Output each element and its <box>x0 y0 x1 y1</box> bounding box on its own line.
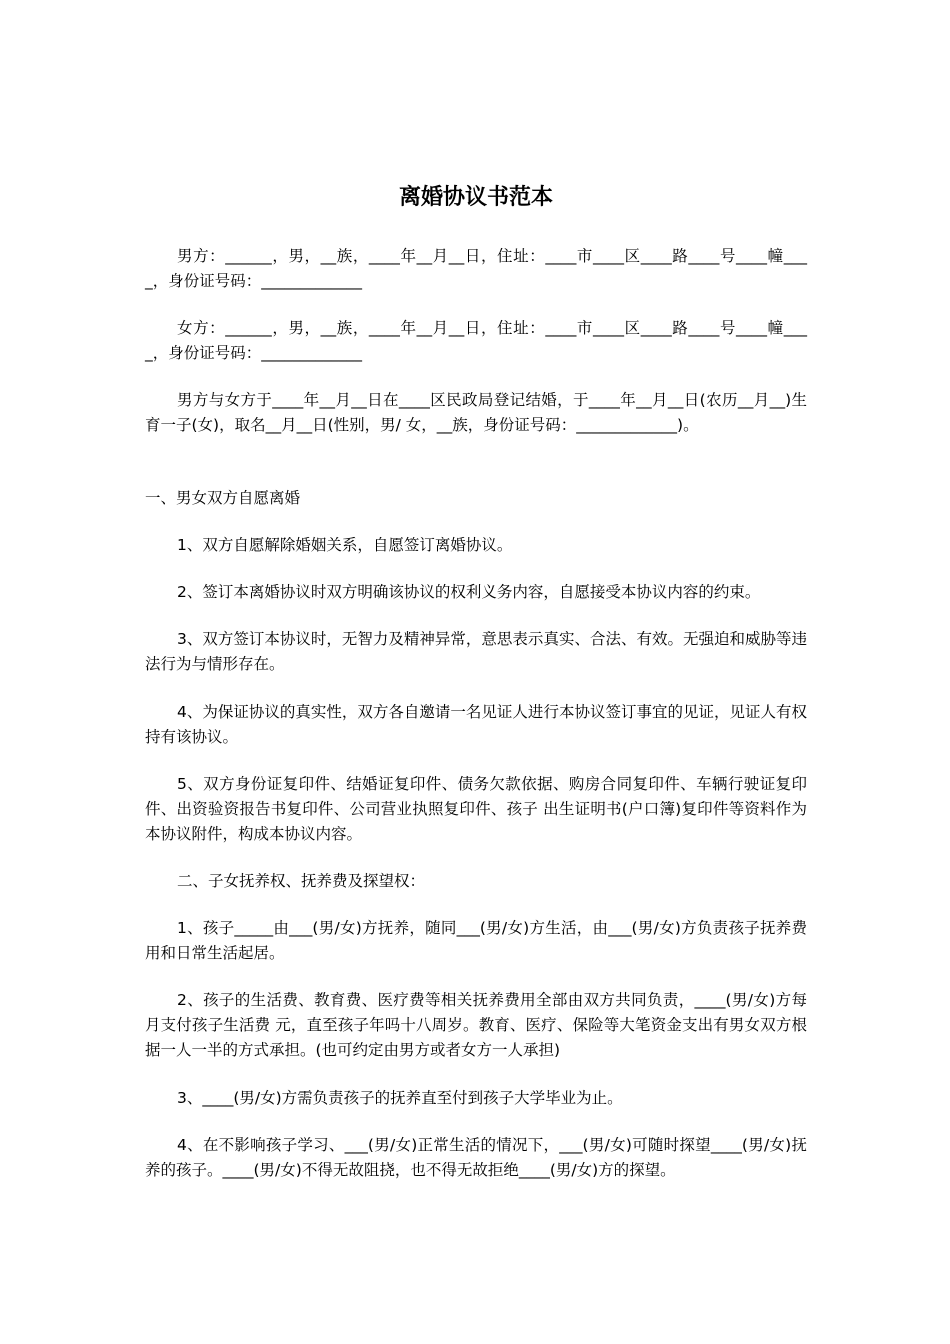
document-title: 离婚协议书范本 <box>398 185 553 210</box>
paragraph-wife-info: 女方：______，男，__族，____年__月__日，住址：____市____区____路____号____幢____，身份证号码：_____________ <box>145 319 807 362</box>
clause-2-4: 4、在不影响孩子学习、___(男/女)正常生活的情况下，___(男/女)可随时探望____(男/女)抚养的孩子。____(男/女)不得无故阻挠，也不得无故拒绝____(男/女)方的探望。 <box>145 1136 807 1179</box>
clause-2-1: 1、孩子_____由___(男/女)方抚养，随同___(男/女)方生活，由___(男/女)方负责孩子抚养费用和日常生活起居。 <box>145 919 807 962</box>
paragraph-husband-info: 男方：______，男，__族，____年__月__日，住址：____市____区____路____号____幢____，身份证号码：_____________ <box>145 247 807 290</box>
section-heading-voluntary-divorce: 一、男女双方自愿离婚 <box>145 489 301 507</box>
clause-1-1: 1、双方自愿解除婚姻关系，自愿签订离婚协议。 <box>177 536 513 554</box>
section-heading-custody: 二、子女抚养权、抚养费及探望权： <box>177 872 426 890</box>
paragraph-marriage-info: 男方与女方于____年__月__日在____区民政局登记结婚，于____年__月__日(农历__月__)生育一子(女)，取名__月__日(性别，男/ 女，__族，身份证号码：_____________)。 <box>145 391 807 434</box>
clause-1-4: 4、为保证协议的真实性，双方各自邀请一名见证人进行本协议签订事宜的见证，见证人有权持有该协议。 <box>145 703 807 746</box>
clause-1-3: 3、双方签订本协议时，无智力及精神异常，意思表示真实、合法、有效。无强迫和威胁等违法行为与情形存在。 <box>145 630 807 673</box>
clause-1-2: 2、签订本离婚协议时双方明确该协议的权利义务内容，自愿接受本协议内容的约束。 <box>177 583 761 601</box>
clause-2-3: 3、____(男/女)方需负责孩子的抚养直至付到孩子大学毕业为止。 <box>177 1089 623 1107</box>
clause-1-5: 5、双方身份证复印件、结婚证复印件、债务欠款依据、购房合同复印件、车辆行驶证复印件、出资验资报告书复印件、公司营业执照复印件、孩子 出生证明书(户口簿)复印件等资料作为本协议附件，构成本协议内容。 <box>145 775 807 843</box>
clause-2-2: 2、孩子的生活费、教育费、医疗费等相关抚养费用全部由双方共同负责，____(男/女)方每月支付孩子生活费 元，直至孩子年吗十八周岁。教育、医疗、保险等大笔资金支出有男女双方根据一人一半的方式承担。(也可约定由男方或者女方一人承担) <box>145 991 807 1059</box>
